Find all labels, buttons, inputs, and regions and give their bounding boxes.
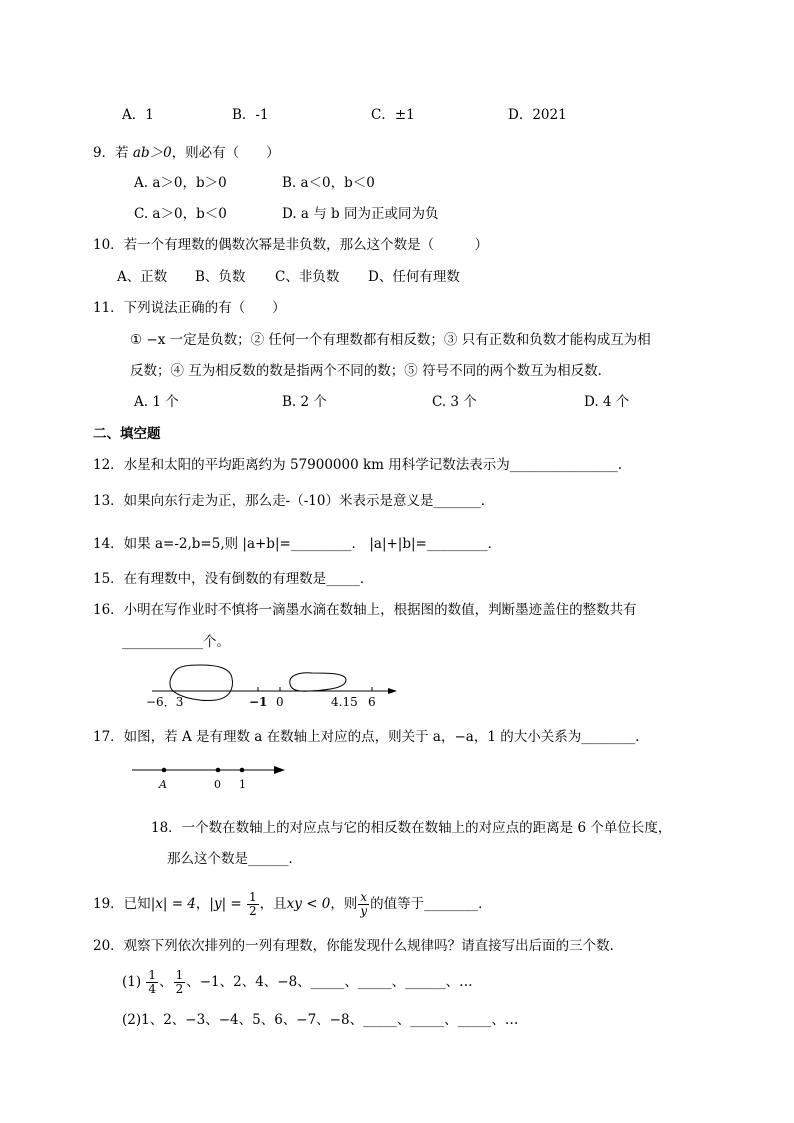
q8-option-a: A．1 [122,107,154,123]
point-zero [216,768,221,773]
q20-sequence-2: (2)1、2、−3、−4、5、6、−7、−8、_____、_____、_____、… [122,1012,519,1028]
fraction-one-quarter: $\frac{1}{4}$ [148,968,157,996]
q10-option-c: C、非负数 [275,269,340,285]
q20-stem: 20．观察下列依次排列的一列有理数，你能发现什么规律吗？请直接写出后面的三个数． [93,938,624,954]
q11-statements-line2: 反数；④ 互为相反数的数是指两个不同的数；⑤ 符号不同的两个数互为相反数． [130,363,612,379]
q20-sequence-1: (1) $\frac{1}{4}$ 、 $\frac{1}{2}$ 、−1、2、4、−8、_____、_____、______、… [122,968,473,996]
q16-stem-line1: 16．小明在写作业时不慎将一滴墨水滴在数轴上，根据图的数值，判断墨迹盖住的整数共有 [93,602,637,618]
q8-option-b: B．-1 [232,107,269,123]
q19-stem: 19．已知|x| = 4，|y| = $\frac{1}{2}$ ，且xy < 0，则 $\frac{x}{y}$ 的值等于________． [93,890,492,918]
fraction-x-over-y: $\frac{x}{y}$ [360,890,368,918]
q18-stem-line2: 那么这个数是______． [167,851,302,867]
axis-label-4-15: 4.15 [331,695,358,709]
section-heading-fill-in: 二、填空题 [93,426,161,442]
axis-label-neg1: −1 [249,695,268,709]
point-a [162,768,167,773]
axis-label-neg6-3: −6．3 [146,695,184,709]
number-line-arrow [274,766,285,774]
q13-stem: 13．如果向东行走为正，那么走-（-10）米表示是意义是_______． [93,493,495,509]
q17-stem: 17．如图，若 A 是有理数 a 在数轴上对应的点，则关于 a，−a，1 的大小关系为________． [93,729,649,745]
q11-option-d: D. 4 个 [584,394,630,410]
q9-option-c: C. a＞0，b＜0 [134,206,227,222]
q16-stem-line2: ____________个。 [122,634,230,650]
q14-stem: 14．如果 a=-2,b=5,则 |a+b|=_________． |a|+|b|=_________． [93,536,502,552]
ink-blot-right [290,673,346,691]
axis-label-one: 1 [239,778,246,791]
q8-option-c: C．±1 [371,107,415,123]
axis-label-zero: 0 [276,695,284,709]
q11-option-c: C. 3 个 [432,394,477,410]
fraction-one-half-seq: $\frac{1}{2}$ [175,968,184,996]
q11-option-a: A. 1 个 [134,394,179,410]
q10-option-b: B、负数 [195,269,246,285]
number-line-arrow [388,688,397,694]
fraction-one-half: $\frac{1}{2}$ [249,890,257,918]
q10-stem: 10．若一个有理数的偶数次幂是非负数，那么这个数是（ ） [93,237,489,253]
q16-number-line-figure [140,660,405,710]
q15-stem: 15．在有理数中，没有倒数的有理数是_____． [93,571,374,587]
q11-option-b: B. 2 个 [282,394,327,410]
axis-label-a: A [159,778,167,791]
q10-option-a: A、正数 [117,269,168,285]
q11-statements-line1: ① −x 一定是负数；② 任何一个有理数都有相反数；③ 只有正数和负数才能构成互为相 [130,332,651,348]
q17-number-line-figure [128,760,293,792]
axis-label-six: 6 [368,695,376,709]
q9-stem: 9．若 ab＞0，则必有（ ） [93,145,280,161]
q11-stem: 11．下列说法正确的有（ ） [93,300,286,316]
q9-option-b: B. a＜0，b＜0 [282,175,375,191]
q10-option-d: D、任何有理数 [368,269,460,285]
q9-option-a: A. a＞0，b＞0 [134,175,227,191]
q12-stem: 12．水星和太阳的平均距离约为 57900000 km 用科学记数法表示为________________. [93,457,623,473]
q18-stem-line1: 18．一个数在数轴上的对应点与它的相反数在数轴上的对应点的距离是 6 个单位长度， [151,820,672,836]
point-one [240,768,245,773]
q9-option-d: D. a 与 b 同为正或同为负 [282,206,439,222]
q8-option-d: D．2021 [508,107,567,123]
axis-label-zero: 0 [214,778,221,791]
